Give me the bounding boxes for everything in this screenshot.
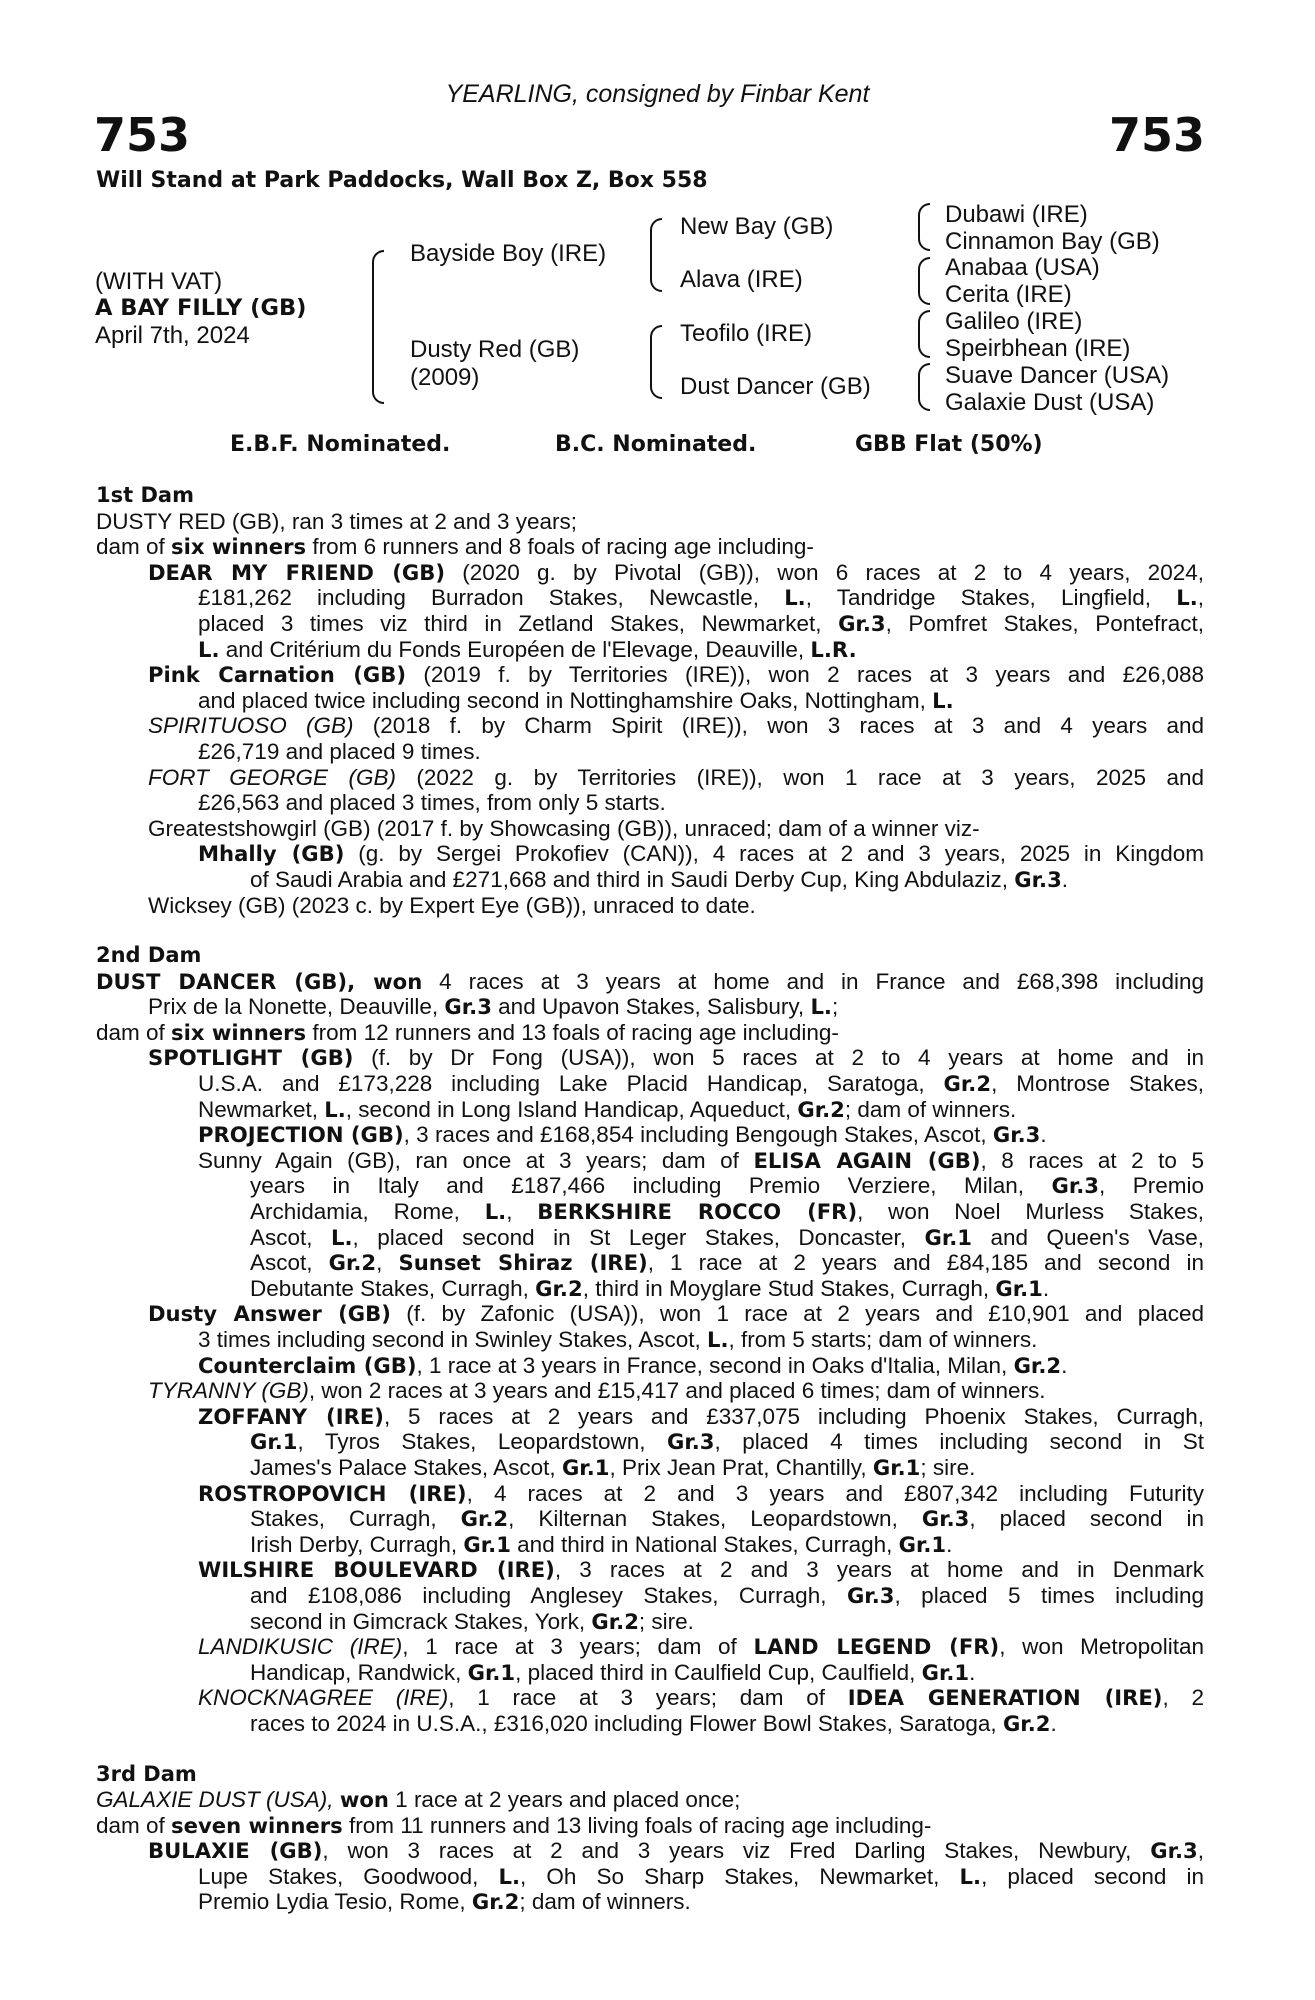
fort-george-line-2: £26,563 and placed 3 times, from only 5 starts. <box>198 790 666 816</box>
fort-george-line-1: FORT GEORGE (GB) (2022 g. by Territories (IRE)), won 1 race at 3 years, 2025 and <box>148 764 1204 790</box>
second-dam-heading: 2nd Dam <box>96 943 202 968</box>
bulaxie-line-2: Lupe Stakes, Goodwood, L., Oh So Sharp Stakes, Newmarket, L., placed second in <box>198 1863 1204 1889</box>
pedigree-brace-2a <box>650 218 662 292</box>
mhally-line-1: Mhally (GB) (g. by Sergei Prokofiev (CAN)), 4 races at 2 and 3 years, 2025 in Kingdom <box>198 841 1205 867</box>
dam-sire: Teofilo (IRE) <box>680 320 813 347</box>
dear-my-friend-line-2: £181,262 including Burradon Stakes, Newcastle, L., Tandridge Stakes, Lingfield, L., <box>198 585 1204 611</box>
knocknagree-line-1: KNOCKNAGREE (IRE), 1 race at 3 years; dam of IDEA GENERATION (IRE), 2 <box>198 1685 1204 1711</box>
wilshire-boulevard-line-3: second in Gimcrack Stakes, York, Gr.2; sire. <box>250 1608 694 1634</box>
dear-my-friend-line-4: L. and Critérium du Fonds Européen de l'Elevage, Deauville, L.R. <box>198 636 857 662</box>
pink-carnation-line-2: and placed twice including second in Nottinghamshire Oaks, Nottingham, L. <box>198 687 954 713</box>
first-dam-heading: 1st Dam <box>96 483 194 507</box>
zoffany-line-1: ZOFFANY (IRE), 5 races at 2 years and £337,075 including Phoenix Stakes, Curragh, <box>198 1403 1204 1429</box>
first-dam-line: DUSTY RED (GB), ran 3 times at 2 and 3 years; <box>96 508 578 534</box>
g4-6: Speirbhean (IRE) <box>945 335 1131 362</box>
first-dam-produce-line: dam of six winners from 6 runners and 8 foals of racing age including- <box>96 534 814 560</box>
horse-name: A BAY FILLY (GB) <box>95 295 307 321</box>
sunny-again-line-3: Archidamia, Rome, L., BERKSHIRE ROCCO (FR), won Noel Murless Stakes, <box>250 1199 1204 1225</box>
sire-sire: New Bay (GB) <box>680 213 834 240</box>
sunny-again-line-2: years in Italy and £187,466 including Premio Verziere, Milan, Gr.3, Premio <box>250 1173 1204 1199</box>
g4-4: Cerita (IRE) <box>945 281 1072 308</box>
dear-my-friend-line-1: DEAR MY FRIEND (GB) (2020 g. by Pivotal (GB)), won 6 races at 2 to 4 years, 2024, <box>148 559 1204 585</box>
page-subtitle: YEARLING, consigned by Finbar Kent <box>445 80 870 108</box>
spirituoso-line-2: £26,719 and placed 9 times. <box>198 738 481 764</box>
third-dam-line-1: GALAXIE DUST (USA), won 1 race at 2 years and placed once; <box>96 1787 741 1813</box>
pedigree-brace-3c <box>918 310 930 358</box>
sire-dam: Alava (IRE) <box>680 266 803 293</box>
second-dam-line-1: DUST DANCER (GB), won 4 races at 3 years at home and in France and £68,398 including <box>96 968 1204 994</box>
bc-nomination: B.C. Nominated. <box>555 432 757 457</box>
zoffany-line-2: Gr.1, Tyros Stakes, Leopardstown, Gr.3, placed 4 times including second in St <box>250 1429 1204 1455</box>
spotlight-line-2: U.S.A. and £173,228 including Lake Placid Handicap, Saratoga, Gr.2, Montrose Stakes, <box>198 1071 1204 1097</box>
third-dam-heading: 3rd Dam <box>96 1761 197 1786</box>
wilshire-boulevard-line-2: and £108,086 including Anglesey Stakes, Curragh, Gr.3, placed 5 times including <box>250 1582 1204 1608</box>
landikusic-line-2: Handicap, Randwick, Gr.1, placed third in Caulfield Cup, Caulfield, Gr.1. <box>250 1659 976 1685</box>
ebf-nomination: E.B.F. Nominated. <box>230 432 451 457</box>
second-dam-line-2: Prix de la Nonette, Deauville, Gr.3 and Upavon Stakes, Salisbury, L.; <box>148 994 839 1020</box>
spirituoso-line-1: SPIRITUOSO (GB) (2018 f. by Charm Spirit (IRE)), won 3 races at 3 and 4 years and <box>148 713 1204 739</box>
g4-1: Dubawi (IRE) <box>945 201 1088 228</box>
dam: Dusty Red (GB) <box>410 336 580 363</box>
spotlight-line-3: Newmarket, L., second in Long Island Handicap, Aqueduct, Gr.2; dam of winners. <box>198 1096 1017 1122</box>
rostropovich-line-3: Irish Derby, Curragh, Gr.1 and third in National Stakes, Curragh, Gr.1. <box>250 1531 953 1557</box>
dusty-answer-line-1: Dusty Answer (GB) (f. by Zafonic (USA)), won 1 race at 2 years and £10,901 and placed <box>148 1301 1204 1327</box>
landikusic-line-1: LANDIKUSIC (IRE), 1 race at 3 years; dam of LAND LEGEND (FR), won Metropolitan <box>198 1634 1204 1660</box>
greatestshowgirl-line: Greatestshowgirl (GB) (2017 f. by Showcasing (GB)), unraced; dam of a winner viz- <box>148 815 980 841</box>
bulaxie-line-3: Premio Lydia Tesio, Rome, Gr.2; dam of winners. <box>198 1889 691 1915</box>
spotlight-line-1: SPOTLIGHT (GB) (f. by Dr Fong (USA)), won 5 races at 2 to 4 years at home and in <box>148 1045 1204 1071</box>
counterclaim-line: Counterclaim (GB), 1 race at 3 years in France, second in Oaks d'Italia, Milan, Gr.2. <box>198 1352 1068 1378</box>
rostropovich-line-2: Stakes, Curragh, Gr.2, Kilternan Stakes, Leopardstown, Gr.3, placed second in <box>250 1506 1205 1532</box>
pink-carnation-line-1: Pink Carnation (GB) (2019 f. by Territories (IRE)), won 2 races at 3 years and £26,088 <box>148 662 1204 688</box>
projection-line: PROJECTION (GB), 3 races and £168,854 including Bengough Stakes, Ascot, Gr.3. <box>198 1122 1047 1148</box>
sire: Bayside Boy (IRE) <box>410 240 607 267</box>
g4-5: Galileo (IRE) <box>945 308 1083 335</box>
g4-3: Anabaa (USA) <box>945 254 1100 281</box>
sunny-again-line-1: Sunny Again (GB), ran once at 3 years; dam of ELISA AGAIN (GB), 8 races at 2 to 5 <box>198 1147 1204 1173</box>
g4-7: Suave Dancer (USA) <box>945 362 1170 389</box>
pedigree-brace-3b <box>918 257 930 305</box>
dusty-answer-line-2: 3 times including second in Swinley Stakes, Ascot, L., from 5 starts; dam of winners. <box>198 1327 1038 1352</box>
sunny-again-line-6: Debutante Stakes, Curragh, Gr.2, third in Moyglare Stud Stakes, Curragh, Gr.1. <box>250 1275 1050 1301</box>
mhally-line-2: of Saudi Arabia and £271,668 and third in Saudi Derby Cup, King Abdulaziz, Gr.3. <box>250 866 1069 892</box>
dear-my-friend-line-3: placed 3 times viz third in Zetland Stakes, Newmarket, Gr.3, Pomfret Stakes, Pontefract, <box>198 610 1204 636</box>
stand-location: Will Stand at Park Paddocks, Wall Box Z, Box 558 <box>96 168 708 193</box>
pedigree-brace-3a <box>918 203 930 251</box>
zoffany-line-3: James's Palace Stakes, Ascot, Gr.1, Prix Jean Prat, Chantilly, Gr.1; sire. <box>250 1454 976 1480</box>
gbb-flat: GBB Flat (50%) <box>855 432 1043 457</box>
foaling-date: April 7th, 2024 <box>95 322 250 349</box>
bulaxie-line-1: BULAXIE (GB), won 3 races at 2 and 3 years viz Fred Darling Stakes, Newbury, Gr.3, <box>148 1838 1204 1864</box>
wicksey-line: Wicksey (GB) (2023 c. by Expert Eye (GB)), unraced to date. <box>148 892 756 918</box>
wilshire-boulevard-line-1: WILSHIRE BOULEVARD (IRE), 3 races at 2 and 3 years at home and in Denmark <box>198 1557 1204 1583</box>
dam-dam: Dust Dancer (GB) <box>680 373 871 400</box>
vat-note: (WITH VAT) <box>95 268 223 295</box>
lot-number-right: 753 <box>1108 108 1205 162</box>
third-dam-produce-line: dam of seven winners from 11 runners and 13 living foals of racing age including- <box>96 1812 932 1838</box>
g4-2: Cinnamon Bay (GB) <box>945 228 1160 255</box>
tyranny-line: TYRANNY (GB), won 2 races at 3 years and £15,417 and placed 6 times; dam of winners. <box>148 1378 1046 1404</box>
pedigree-brace-1 <box>372 250 384 404</box>
pedigree-brace-3d <box>918 363 930 411</box>
knocknagree-line-2: races to 2024 in U.S.A., £316,020 including Flower Bowl Stakes, Saratoga, Gr.2. <box>250 1710 1057 1736</box>
rostropovich-line-1: ROSTROPOVICH (IRE), 4 races at 2 and 3 years and £807,342 including Futurity <box>198 1480 1204 1506</box>
sunny-again-line-5: Ascot, Gr.2, Sunset Shiraz (IRE), 1 race at 2 years and £84,185 and second in <box>250 1250 1204 1276</box>
sunny-again-line-4: Ascot, L., placed second in St Leger Stakes, Doncaster, Gr.1 and Queen's Vase, <box>250 1224 1204 1250</box>
dam-year: (2009) <box>410 364 480 391</box>
pedigree-brace-2b <box>650 325 662 399</box>
g4-8: Galaxie Dust (USA) <box>945 389 1155 416</box>
second-dam-produce-line: dam of six winners from 12 runners and 13 foals of racing age including- <box>96 1019 839 1045</box>
lot-number-left: 753 <box>94 108 191 162</box>
catalogue-body <box>96 483 1204 1915</box>
